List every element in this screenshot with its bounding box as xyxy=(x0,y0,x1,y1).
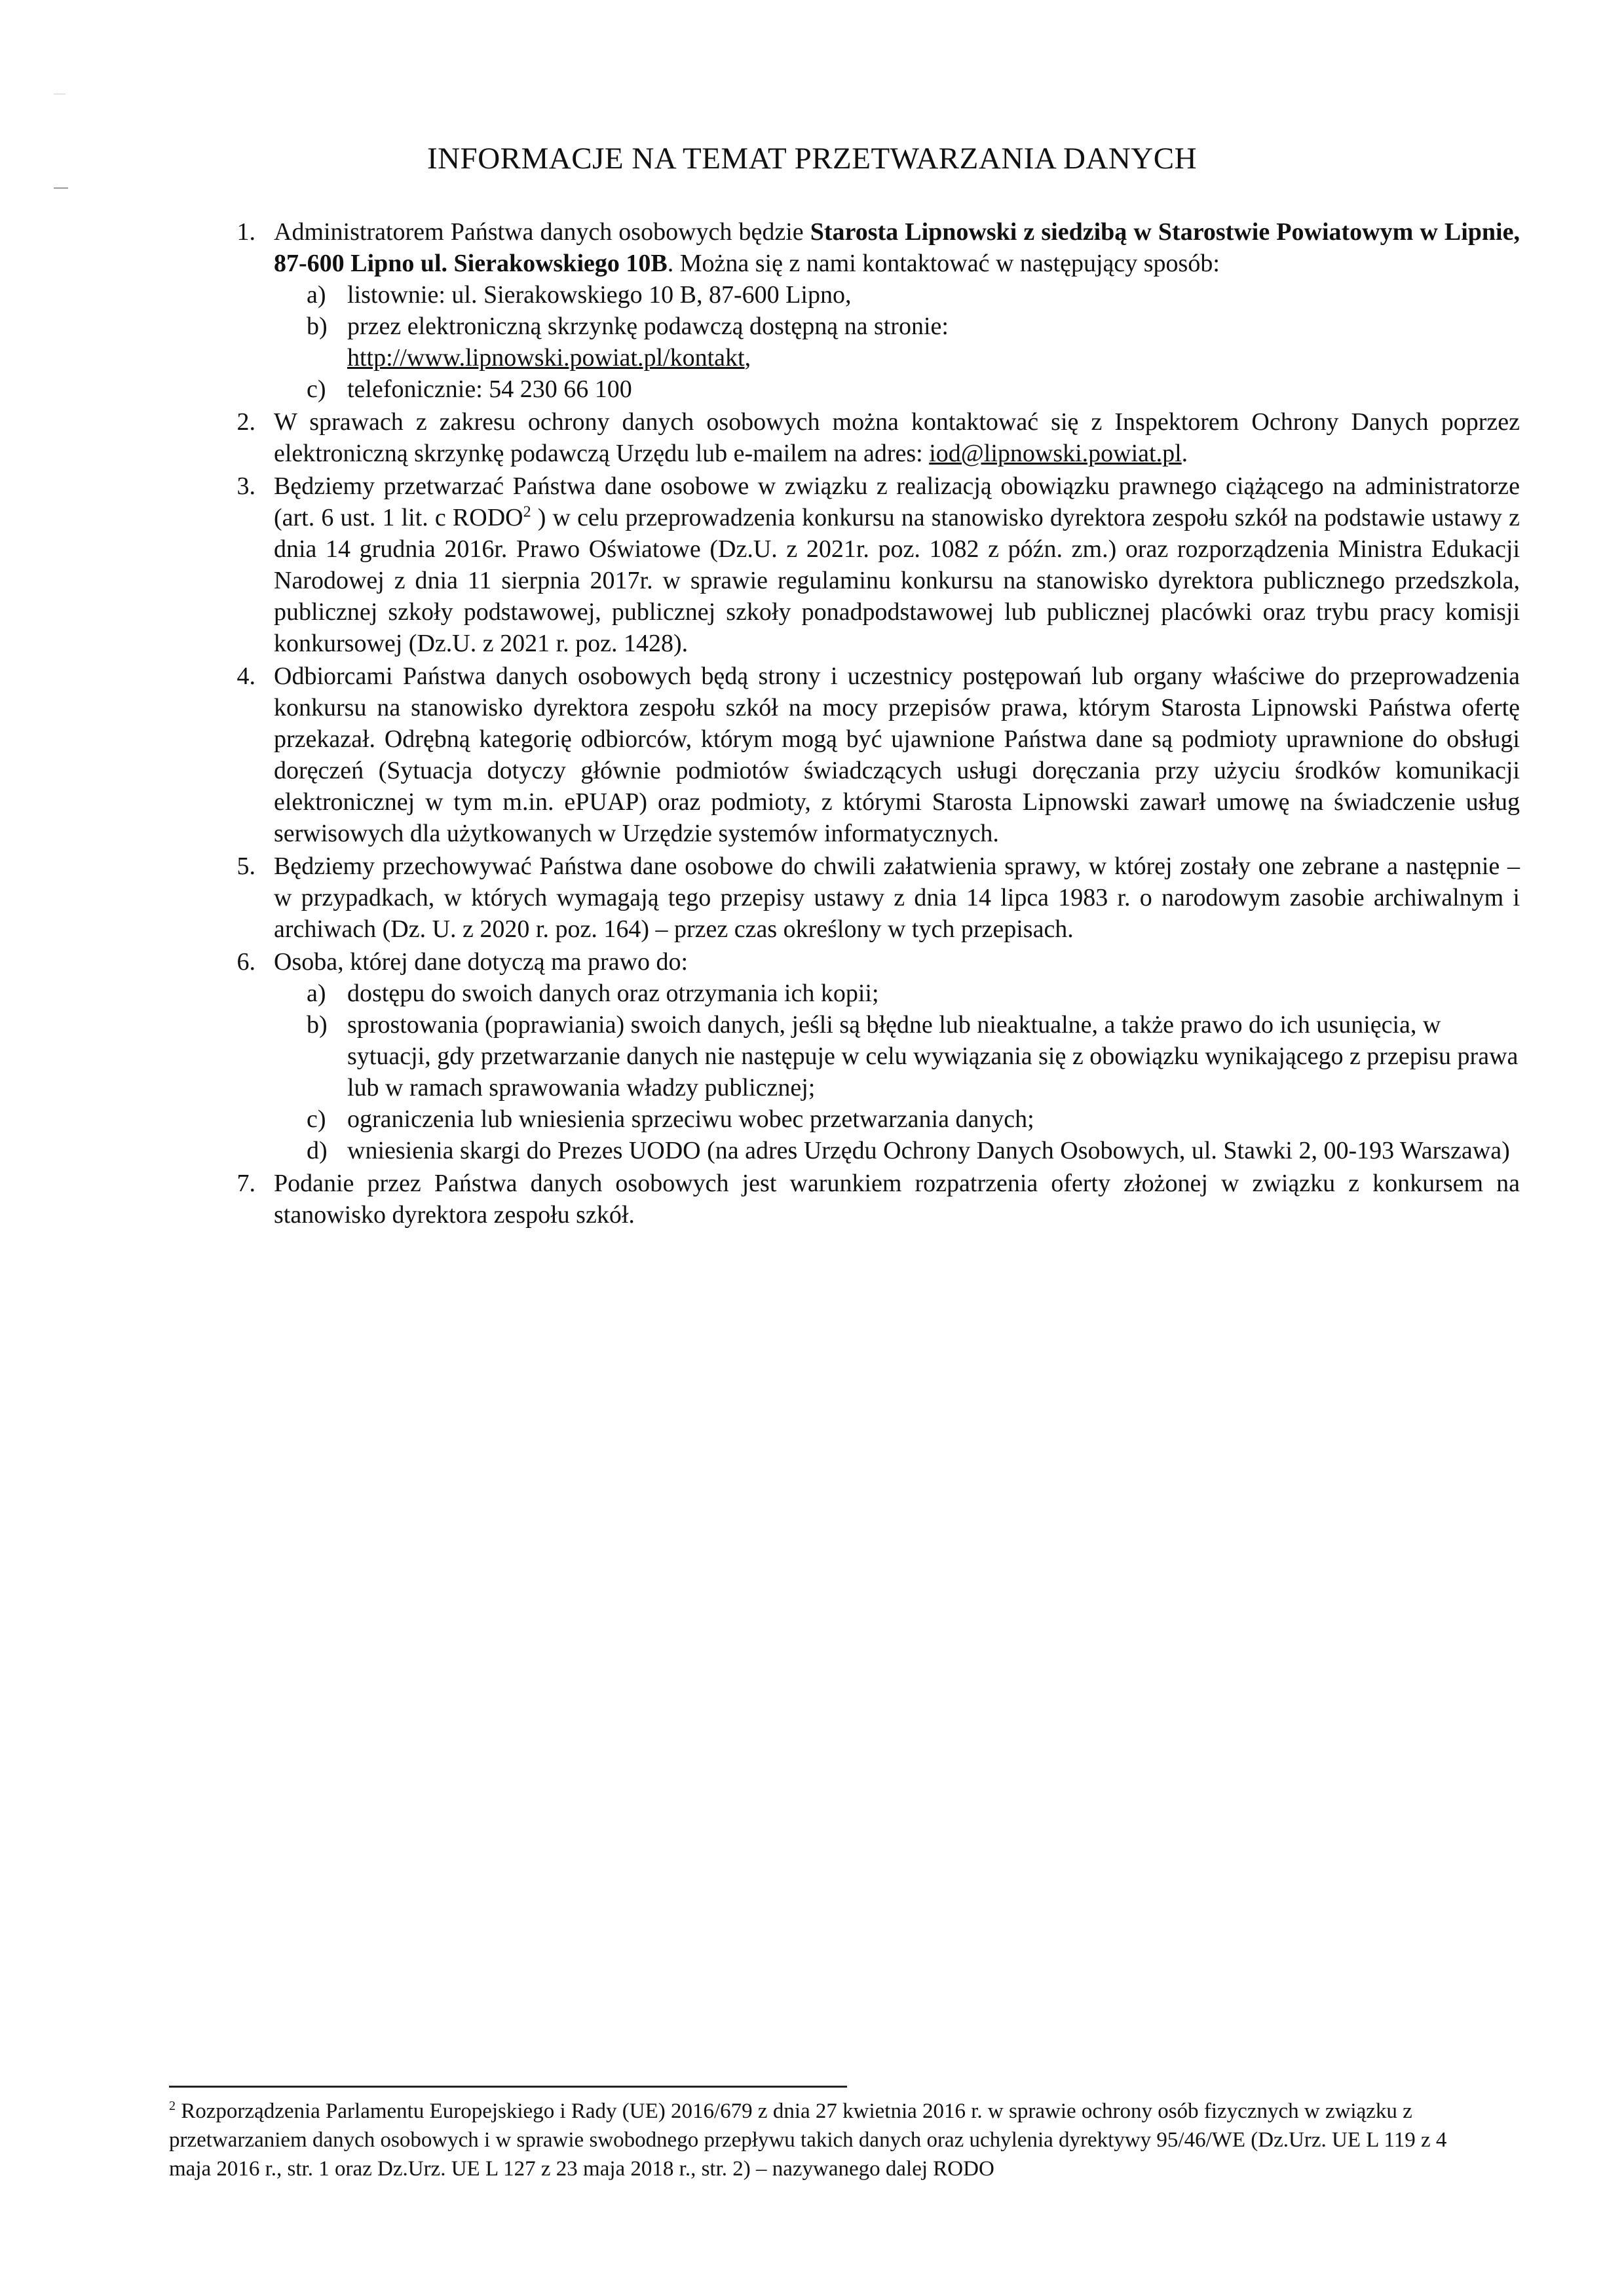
item-number: 4. xyxy=(236,662,255,690)
sub-item-suffix: , xyxy=(744,344,751,372)
scan-mark xyxy=(54,187,68,189)
sub-item-letter: c) xyxy=(307,375,326,403)
list-item xyxy=(216,660,1520,849)
item-number: 3. xyxy=(236,472,255,500)
sub-list-item xyxy=(307,311,1520,373)
footnote-reference: 2 xyxy=(523,503,531,521)
item-number: 1. xyxy=(236,218,255,246)
sub-item-letter: a) xyxy=(307,281,326,309)
sub-list-item xyxy=(307,279,1520,311)
item-text: ) w celu przeprowadzenia konkursu na stanowisko dyrektora zespołu szkół na podstawie ustawy z dnia 14 grudnia 2016r. Prawo Oświatowe (Dz.U. z 2021r. poz. 1082 z późn. zm.) oraz rozporządzenia Ministra Edukacji Narodowej z dnia 11 sierpnia 2017r. w sprawie regulaminu konkursu na stanowisko dyrektora publicznego przedszkola, publicznej szkoły podstawowej, publicznej szkoły ponadpodstawowej lub publicznej placówki oraz trybu pracy komisji konkursowej (Dz.U. z 2021 r. poz. 1428). xyxy=(274,504,1520,657)
list-item xyxy=(216,470,1520,659)
sub-item-text: listownie: ul. Sierakowskiego 10 B, 87-600 Lipno, xyxy=(347,281,852,309)
sub-item-text: telefonicznie: 54 230 66 100 xyxy=(347,375,632,403)
sub-item-letter: b) xyxy=(307,313,328,340)
item-text: Osoba, której dane dotyczą ma prawo do: xyxy=(274,948,689,976)
sub-item-text: dostępu do swoich danych oraz otrzymania ich kopii; xyxy=(347,980,879,1007)
item-number: 2. xyxy=(236,408,255,436)
item-text: Będziemy przechowywać Państwa dane osobowe do chwili załatwienia sprawy, w której zostały one zebrane a następnie – w przypadkach, w których wymagają tego przepisy ustawy z dnia 14 lipca 1983 r. o narodowym zasobie archiwalnym i archiwach (Dz. U. z 2020 r. poz. 164) – przez czas określony w tych przepisach. xyxy=(274,852,1520,943)
item-text: . Można się z nami kontaktować w następujący sposób: xyxy=(667,250,1220,277)
sub-item-text: ograniczenia lub wniesienia sprzeciwu wobec przetwarzania danych; xyxy=(347,1105,1034,1133)
sub-list-item xyxy=(307,978,1520,1009)
sub-item-letter: c) xyxy=(307,1105,326,1133)
sub-item-letter: d) xyxy=(307,1137,328,1164)
sub-list xyxy=(274,279,1520,405)
list-item xyxy=(216,216,1520,405)
footnote-divider xyxy=(169,2086,847,2088)
item-suffix: . xyxy=(1181,440,1188,467)
sub-list-item xyxy=(307,1103,1520,1135)
sub-item-text: przez elektroniczną skrzynkę podawczą dostępną na stronie: xyxy=(347,313,949,340)
sub-item-text: sprostowania (poprawiania) swoich danych, jeśli są błędne lub nieaktualne, a także prawo do ich usunięcia, w sytuacji, gdy przetwarzanie danych nie następuje w celu wywiązania się z obowiązku wynikającego z przepisu prawa lub w ramach sprawowania władzy publicznej; xyxy=(347,1011,1519,1101)
item-number: 5. xyxy=(236,852,255,880)
list-item xyxy=(216,946,1520,1166)
sub-item-letter: b) xyxy=(307,1011,328,1039)
document-body xyxy=(216,216,1520,1232)
item-text: W sprawach z zakresu ochrony danych osobowych można kontaktować się z Inspektorem Ochrony Danych poprzez elektroniczną skrzynkę podawczą Urzędu lub e-mailem na adres: xyxy=(274,408,1520,467)
sub-list-item xyxy=(307,373,1520,405)
document-title: INFORMACJE NA TEMAT PRZETWARZANIA DANYCH xyxy=(426,142,1198,176)
numbered-list xyxy=(216,216,1520,1231)
contact-page-link[interactable]: http://www.lipnowski.powiat.pl/kontakt xyxy=(347,344,745,372)
footnote-number: 2 xyxy=(169,2099,176,2113)
item-text: Podanie przez Państwa danych osobowych jest warunkiem rozpatrzenia oferty złożonej w związku z konkursem na stanowisko dyrektora zespołu szkół. xyxy=(274,1170,1520,1229)
sub-list xyxy=(274,978,1520,1166)
item-bold-text: Starosta Lipnowski z siedzibą w Starostwie Powiatowym w Lipnie, 87-600 Lipno ul. Sierakowskiego 10B xyxy=(274,218,1520,277)
item-text: Administratorem Państwa danych osobowych będzie xyxy=(274,218,810,246)
sub-item-text: wniesienia skargi do Prezes UODO (na adres Urzędu Ochrony Danych Osobowych, ul. Stawki 2, 00-193 Warszawa) xyxy=(347,1137,1510,1164)
list-item xyxy=(216,1168,1520,1231)
footnote-text: Rozporządzenia Parlamentu Europejskiego i Rady (UE) 2016/679 z dnia 27 kwietnia 2016 r. w sprawie ochrony osób fizycznych w związku z przetwarzaniem danych osobowych i w sprawie swobodnego przepływu takich danych oraz uchylenia dyrektywy 95/46/WE (Dz.Urz. UE L 119 z 4 maja 2016 r., str. 1 oraz Dz.Urz. UE L 127 z 23 maja 2018 r., str. 2) – nazywanego dalej RODO xyxy=(169,2099,1447,2181)
item-number: 7. xyxy=(236,1170,255,1197)
list-item xyxy=(216,406,1520,469)
item-number: 6. xyxy=(236,948,255,976)
sub-list-item xyxy=(307,1009,1520,1103)
footnote xyxy=(169,2097,1479,2183)
item-text: Będziemy przetwarzać Państwa dane osobowe w związku z realizacją obowiązku prawnego ciążącego na administratorze (art. 6 ust. 1 lit. c RODO xyxy=(274,472,1520,531)
list-item xyxy=(216,851,1520,945)
email-link[interactable]: iod@lipnowski.powiat.pl xyxy=(929,440,1182,467)
item-text: Odbiorcami Państwa danych osobowych będą strony i uczestnicy postępowań lub organy właściwe do przeprowadzenia konkursu na stanowisko dyrektora zespołu szkół na mocy przepisów prawa, którym Starosta Lipnowski Państwa ofertę przekazał. Odrębną kategorię odbiorców, którym mogą być ujawnione Państwa dane są podmioty uprawnione do obsługi doręczeń (Sytuacja dotyczy głównie podmiotów świadczących usługi doręczania przy użyciu środków komunikacji elektronicznej w tym m.in. ePUAP) oraz podmioty, z którymi Starosta Lipnowski zawarł umowę na świadczenie usług serwisowych dla użytkowanych w Urzędzie systemów informatycznych. xyxy=(274,662,1520,847)
sub-item-letter: a) xyxy=(307,980,326,1007)
sub-list-item xyxy=(307,1135,1520,1166)
